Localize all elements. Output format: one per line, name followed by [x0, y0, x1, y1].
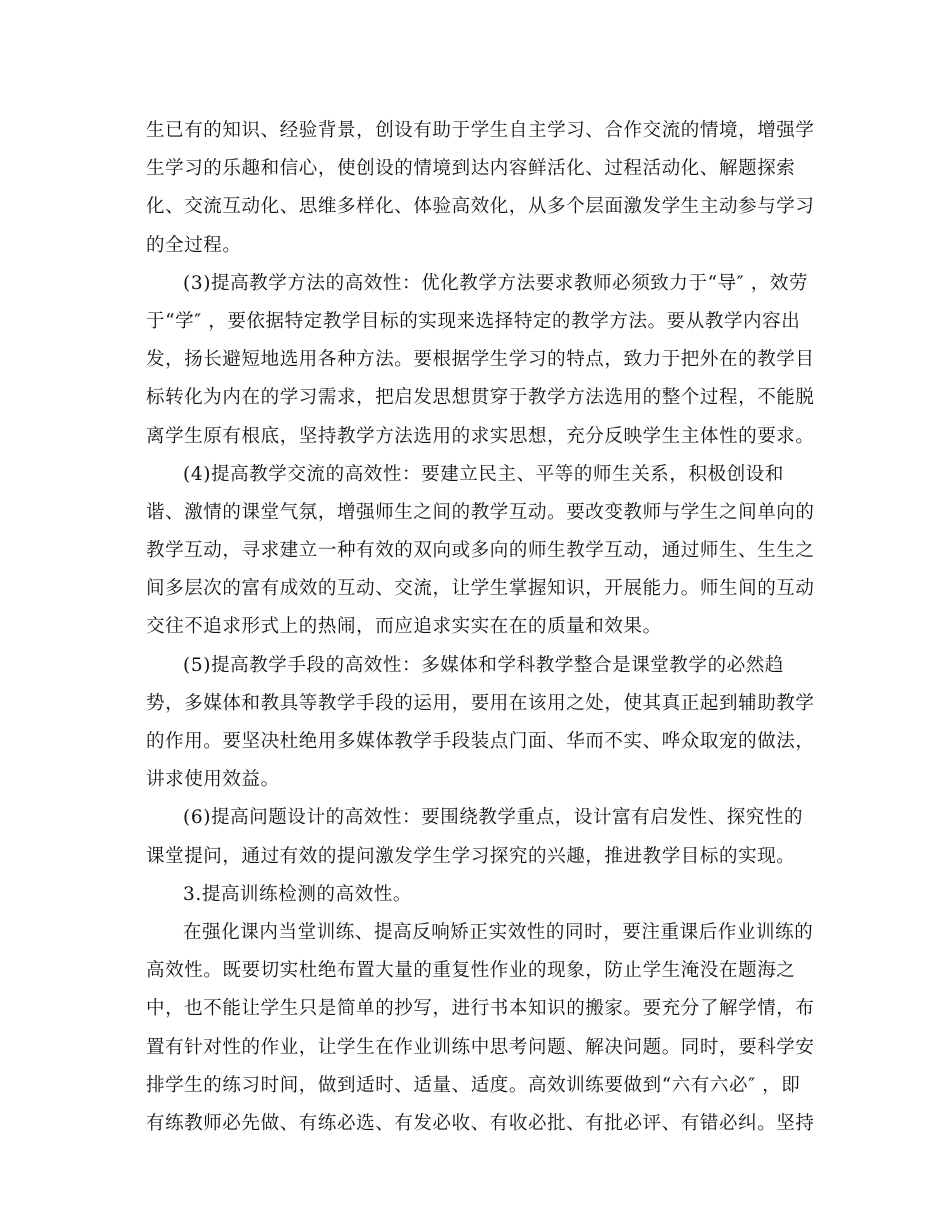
text-line: 置有针对性的作业，让学生在作业训练中思考问题、解决问题。同时，要科学安 — [146, 1036, 815, 1058]
text-line: 排学生的练习时间，做到适时、适量、适度。高效训练要做到“六有六必″ ，即 — [146, 1074, 801, 1096]
text-line: 势，多媒体和教具等教学手段的运用，要用在该用之处，使其真正起到辅助教学 — [146, 692, 815, 714]
text-line: 于“学″ ，要依据特定教学目标的实现来选择特定的教学方法。要从教学内容出 — [146, 310, 801, 332]
text-line: 3.提高训练检测的高效性。 — [183, 883, 412, 905]
text-line: 的作用。要坚决杜绝用多媒体教学手段装点门面、华而不实、哗众取宠的做法， — [146, 731, 815, 752]
text-line: 讲求使用效益。 — [146, 769, 280, 791]
text-line: 谐、激情的课堂气氛，增强师生之间的教学互动。要改变教师与学生之间单向的 — [146, 501, 815, 523]
text-line: 教学互动，寻求建立一种有效的双向或多向的师生教学互动，通过师生、生生之 — [146, 540, 815, 562]
text-line: (4)提高教学交流的高效性：要建立民主、平等的师生关系，积极创设和 — [183, 463, 785, 485]
text-line: 的全过程。 — [146, 234, 242, 256]
text-line: 课堂提问，通过有效的提问激发学生学习探究的兴趣，推进教学目标的实现。 — [146, 845, 796, 867]
document-body-text — [146, 112, 815, 1143]
text-line: 发，扬长避短地选用各种方法。要根据学生学习的特点，致力于把外在的教学目 — [146, 349, 815, 371]
text-line: 高效性。既要切实杜绝布置大量的重复性作业的现象，防止学生淹没在题海之 — [146, 960, 796, 982]
text-line: 交往不追求形式上的热闹，而应追求实实在在的质量和效果。 — [146, 616, 662, 638]
text-line: 生已有的知识、经验背景，创设有助于学生自主学习、合作交流的情境，增强学 — [146, 120, 815, 141]
text-line: 标转化为内在的学习需求，把启发思想贯穿于教学方法选用的整个过程，不能脱 — [146, 387, 815, 409]
text-line: (5)提高教学手段的高效性：多媒体和学科教学整合是课堂教学的必然趋 — [183, 654, 785, 676]
text-line: (3)提高教学方法的高效性：优化教学方法要求教师必须致力于“导″ ，效劳 — [183, 272, 809, 294]
text-line: 间多层次的富有成效的互动、交流，让学生掌握知识，开展能力。师生间的互动 — [146, 578, 815, 600]
text-line: 化、交流互动化、思维多样化、体验高效化，从多个层面激发学生主动参与学习 — [146, 196, 815, 218]
text-line: (6)提高问题设计的高效性：要围绕教学重点，设计富有启发性、探究性的 — [183, 807, 804, 829]
text-line: 离学生原有根底，坚持教学方法选用的求实思想，充分反映学生主体性的要求。 — [146, 425, 815, 447]
text-line: 生学习的乐趣和信心，使创设的情境到达内容鲜活化、过程活动化、解题探索 — [146, 158, 796, 180]
text-line: 在强化课内当堂训练、提高反响矫正实效性的同时，要注重课后作业训练的 — [183, 921, 814, 943]
text-line: 中，也不能让学生只是简单的抄写，进行书本知识的搬家。要充分了解学情，布 — [146, 998, 815, 1020]
text-line: 有练教师必先做、有练必选、有发必收、有收必批、有批必评、有错必纠。坚持 — [146, 1112, 815, 1134]
